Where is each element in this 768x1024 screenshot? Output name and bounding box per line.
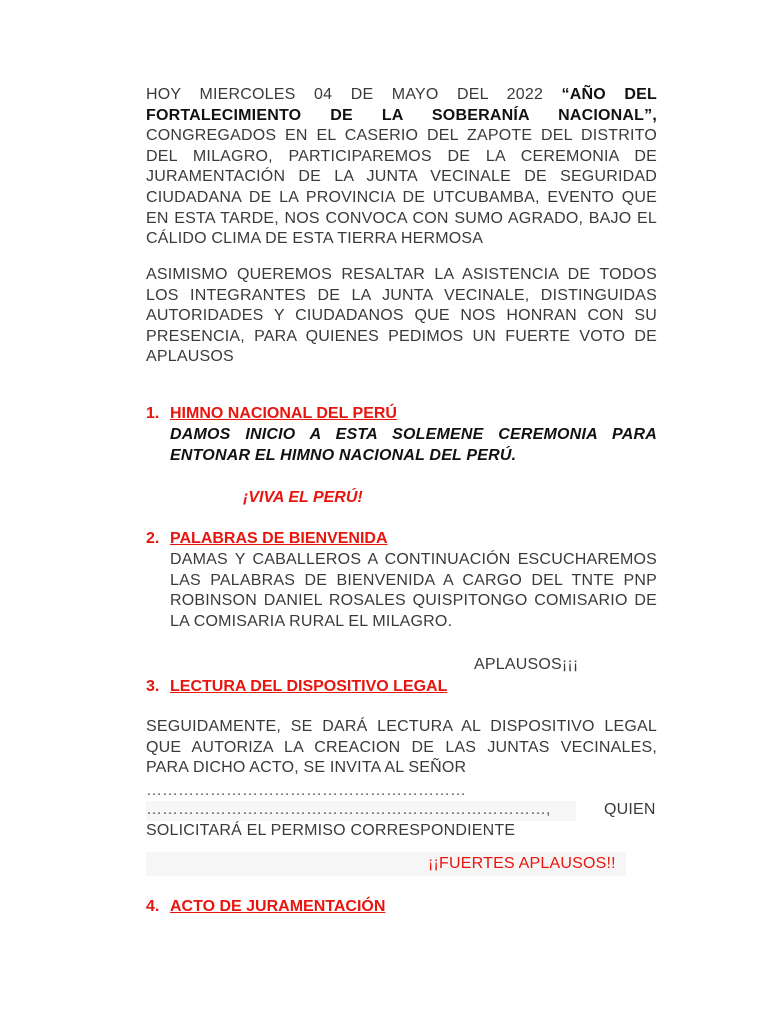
intro-continuation: CONGREGADOS EN EL CASERIO DEL ZAPOTE DEL DISTRITO DEL MILAGRO, PARTICIPAREMOS DE LA CEREMONIA DE JURAMENTACIÓN DE LA JUNTA VECINALE DE SEGURIDAD CIUDADANA DE LA PROVINCIA DE UTCUBAMBA, EVENTO QUE EN ESTA TARDE, NOS CONVOCA CON SUMO AGRADO, BAJO EL CÁLIDO CLIMA DE ESTA TIERRA HERMOSA — [146, 127, 657, 248]
item-1-heading — [146, 404, 397, 424]
item-2-number: 2. — [146, 530, 160, 547]
item-1-cheer: ¡VIVA EL PERÚ! — [243, 489, 363, 506]
attendance-paragraph: ASIMISMO QUEREMOS RESALTAR LA ASISTENCIA DE TODOS LOS INTEGRANTES DE LA JUNTA VECINALE, DISTINGUIDAS AUTORIDADES Y CIUDADANOS QUE NOS HONRAN CON SU PRESENCIA, PARA QUIENES PEDIMOS UN FUERTE VOTO DE APLAUSOS — [146, 266, 657, 366]
blank-line-2: …………………………………………………………………, — [146, 801, 551, 818]
item-1-title: HIMNO NACIONAL DEL PERÚ — [170, 405, 397, 422]
intro-year-title: “AÑO DEL FORTALECIMIENTO DE LA SOBERANÍA NACIONAL”, — [146, 86, 657, 124]
item-4-title: ACTO DE JURAMENTACIÓN — [170, 898, 386, 915]
intro-text: HOY MIERCOLES 04 DE MAYO DEL 2022 — [146, 86, 562, 103]
permit-line: SOLICITARÁ EL PERMISO CORRESPONDIENTE — [146, 822, 516, 839]
item-4-number: 4. — [146, 898, 160, 915]
item-2-title: PALABRAS DE BIENVENIDA — [170, 530, 388, 547]
item-2-heading — [146, 529, 388, 549]
item-1-body: DAMOS INICIO A ESTA SOLEMENE CEREMONIA PARA ENTONAR EL HIMNO NACIONAL DEL PERÚ. — [170, 426, 657, 464]
item-3-body: SEGUIDAMENTE, SE DARÁ LECTURA AL DISPOSITIVO LEGAL QUE AUTORIZA LA CREACION DE LAS JUNTAS VECINALES, PARA DICHO ACTO, SE INVITA AL SEÑOR — [146, 718, 657, 777]
item-2-applause: APLAUSOS¡¡¡ — [474, 656, 579, 673]
item-3-title: LECTURA DEL DISPOSITIVO LEGAL — [170, 678, 448, 695]
intro-paragraph — [146, 85, 657, 250]
quien-word: QUIEN — [604, 801, 656, 818]
item-2-body: DAMAS Y CABALLEROS A CONTINUACIÓN ESCUCHAREMOS LAS PALABRAS DE BIENVENIDA A CARGO DEL TNTE PNP ROBINSON DANIEL ROSALES QUISPITONGO COMISARIO DE LA COMISARIA RURAL EL MILAGRO. — [170, 551, 657, 630]
item-3-heading — [146, 677, 447, 697]
item-1-number: 1. — [146, 405, 160, 422]
blank-line-1: …………………………………………………… — [146, 782, 466, 799]
item-3-number: 3. — [146, 678, 160, 695]
item-3-applause: ¡¡FUERTES APLAUSOS!! — [428, 855, 616, 872]
item-4-heading — [146, 897, 385, 917]
